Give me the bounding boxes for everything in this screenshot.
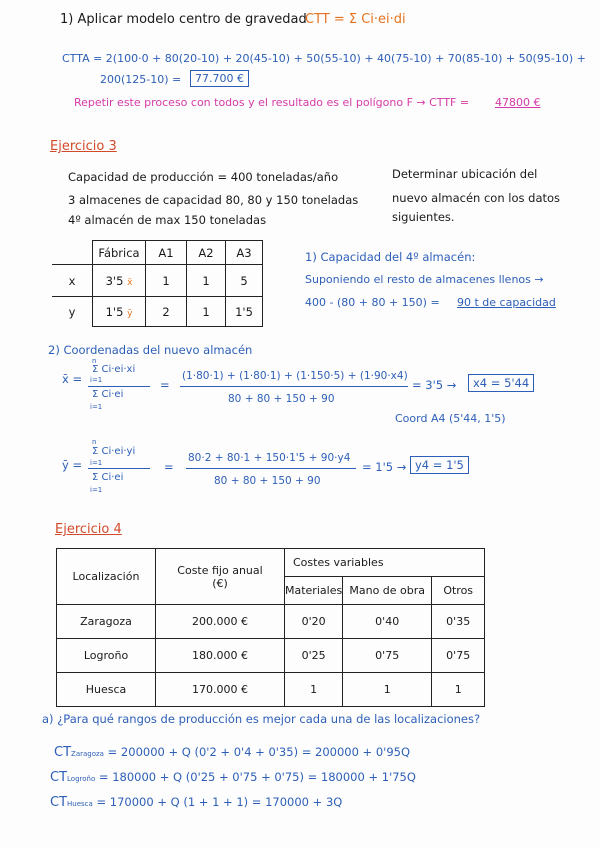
ej3-y-den: 80 + 80 + 150 + 90 [214, 475, 321, 487]
step1-repeat-note: Repetir este proceso con todos y el resultado es el polígono F → CTTF = [74, 96, 470, 109]
ej4-cell: 0'75 [432, 639, 485, 673]
ej4-question: a) ¿Para qué rangos de producción es mejor cada una de las localizaciones? [42, 712, 481, 726]
ej3-left-text-3: 4º almacén de max 150 toneladas [68, 213, 267, 227]
ej4-cell: 0'75 [343, 639, 432, 673]
ej3-coord-heading: 2) Coordenadas del nuevo almacén [48, 343, 253, 357]
ej3-left-text-2: 3 almacenes de capacidad 80, 80 y 150 toneladas [68, 193, 359, 207]
ej3-data-table [52, 240, 263, 327]
ej3-cell: 5 [226, 265, 263, 297]
ej4-eq-zaragoza: CTZaragoza = 200000 + Q (0'2 + 0'4 + 0'35) = 200000 + 0'95Q [54, 745, 411, 760]
ejercicio3-title: Ejercicio 3 [50, 139, 117, 154]
step1-calc-line2: 200(125-10) = [100, 73, 182, 86]
ej3-coord-result: Coord A4 (5'44, 1'5) [395, 412, 506, 425]
ej3-capacity-line2: 400 - (80 + 80 + 150) = [305, 296, 440, 309]
ej3-x-num-sym: Σ Ci·ei·xi [92, 364, 136, 375]
ej4-cell: 0'25 [285, 639, 343, 673]
ej4-cell: 0'35 [432, 605, 485, 639]
ej4-header-localizacion: Localización [57, 549, 156, 605]
ej3-y-num: 80·2 + 80·1 + 150·1'5 + 90·y4 [188, 452, 351, 464]
step1-result: 77.700 € [190, 70, 249, 87]
sum-top: n [92, 357, 97, 365]
step1-repeat-result: 47800 € [495, 96, 541, 109]
ej4-cell: 170.000 € [156, 673, 285, 707]
ej3-cell-fabrica-y: 1'5 ȳ [93, 297, 146, 327]
ej3-capacity-result: 90 t de capacidad [457, 296, 556, 309]
ej3-x-den: 80 + 80 + 150 + 90 [228, 393, 335, 405]
sum-bottom: i=1 [90, 403, 103, 411]
ej3-cell: 2 [146, 297, 187, 327]
fraction-line [88, 468, 150, 469]
ej4-cell-loc: Logroño [57, 639, 156, 673]
ej4-cell-loc: Huesca [57, 673, 156, 707]
ej3-xbar-mark: x̄ [127, 277, 133, 288]
ej3-y-lhs: ȳ = [62, 458, 83, 472]
step1-calc-line1: CTTA = 2(100·0 + 80(20-10) + 20(45-10) + 50(55-10) + 40(75-10) + 70(85-10) + 50(95-10) + [62, 52, 586, 65]
ej4-cell: 0'40 [343, 605, 432, 639]
ej4-cell: 180.000 € [156, 639, 285, 673]
ej3-cell: 1 [187, 265, 226, 297]
ej3-x-lhs: x̄ = [62, 372, 83, 386]
ej3-table-corner [52, 241, 93, 265]
ej3-x-den-sym: Σ Ci·ei [92, 389, 124, 400]
ej3-table-header: A1 [146, 241, 187, 265]
ej3-left-text-1: Capacidad de producción = 400 toneladas/año [68, 170, 339, 184]
sum-bottom: i=1 [90, 376, 103, 384]
ej3-row-label-y: y [52, 297, 93, 327]
ej3-y-num-sym: Σ Ci·ei·yi [92, 446, 136, 457]
ej3-cell-fabrica-x: 3'5 x̄ [93, 265, 146, 297]
equals-sign: = [160, 378, 170, 392]
ej3-capacity-heading: 1) Capacidad del 4º almacén: [305, 250, 476, 264]
ej4-eq-huesca: CTHuesca = 170000 + Q (1 + 1 + 1) = 170000 + 3Q [50, 795, 343, 810]
ejercicio4-title: Ejercicio 4 [55, 522, 122, 537]
step1-formula: CTT = Σ Ci·ei·di [305, 12, 406, 27]
ej4-eq-logrono: CTLogroño = 180000 + Q (0'25 + 0'75 + 0'75) = 180000 + 1'75Q [50, 770, 416, 785]
sum-bottom: i=1 [90, 459, 103, 467]
ej4-header-coste-fijo: Coste fijo anual (€) [156, 549, 285, 605]
ej3-right-text-3: siguientes. [392, 210, 455, 224]
sum-bottom: i=1 [90, 486, 103, 494]
ej4-cell: 200.000 € [156, 605, 285, 639]
sum-top: n [92, 438, 97, 446]
ej4-cell: 1 [285, 673, 343, 707]
ej3-cell: 1'5 [226, 297, 263, 327]
ej3-y-den-sym: Σ Ci·ei [92, 472, 124, 483]
ej4-cell: 1 [343, 673, 432, 707]
ej4-cell: 0'20 [285, 605, 343, 639]
ej3-y-eq: = 1'5 → [362, 460, 407, 474]
ej3-table-header: A3 [226, 241, 263, 265]
ej3-table-header: A2 [187, 241, 226, 265]
ej4-header-mano-obra: Mano de obra [343, 577, 432, 605]
ej3-row-label-x: x [52, 265, 93, 297]
ej4-cell-loc: Zaragoza [57, 605, 156, 639]
ej3-cell: 1 [146, 265, 187, 297]
equals-sign: = [164, 460, 174, 474]
ej4-header-materiales: Materiales [285, 577, 343, 605]
fraction-line [88, 386, 150, 387]
ej3-cell: 1 [187, 297, 226, 327]
ej4-header-costes-variables: Costes variables [285, 549, 485, 577]
fraction-line [180, 386, 408, 387]
ej3-right-text-2: nuevo almacén con los datos [392, 191, 561, 205]
ej3-ybar-mark: ȳ [127, 308, 133, 319]
ej4-cell: 1 [432, 673, 485, 707]
ej3-x-result: x4 = 5'44 [468, 374, 534, 392]
ej3-x-eq: = 3'5 → [412, 378, 457, 392]
ej3-table-header: Fábrica [93, 241, 146, 265]
ej3-x-num: (1·80·1) + (1·80·1) + (1·150·5) + (1·90·x4) [182, 370, 408, 382]
ej3-capacity-line1: Suponiendo el resto de almacenes llenos → [305, 273, 544, 286]
step1-heading: 1) Aplicar modelo centro de gravedad [60, 12, 307, 27]
ej3-y-result: y4 = 1'5 [410, 456, 469, 474]
fraction-line [186, 468, 356, 469]
ej4-header-otros: Otros [432, 577, 485, 605]
ej4-cost-table [56, 548, 485, 707]
ej3-right-text-1: Determinar ubicación del [392, 167, 538, 181]
